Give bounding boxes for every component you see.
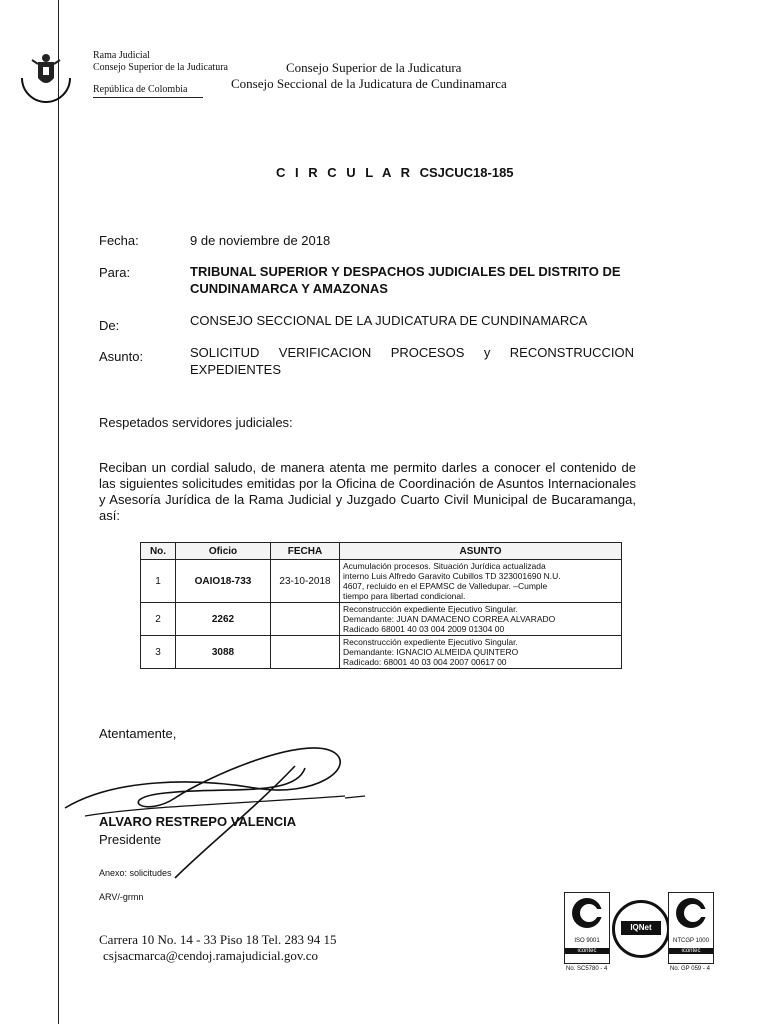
cell-asunto [340,603,622,636]
icontec-logo-icon [565,893,609,933]
asunto-text-line: interno Luis Alfredo Garavito Cubillos TD 323001690 N.U. [343,571,561,581]
icontec-logo-icon [669,893,713,933]
asunto-text-line: Reconstrucción expediente Ejecutivo Singular. [343,637,518,647]
cell-no: 2 [141,603,176,636]
table-header-row [141,543,622,560]
fecha-label: Fecha: [99,233,139,248]
asunto-text-line: Radicado 68001 40 03 004 2009 01304 00 [343,624,505,634]
coat-of-arms-icon [18,48,74,104]
ntcgp-label: NTCGP 1000 [673,938,709,944]
signer-role: Presidente [99,832,162,847]
asunto-text-line: Demandante: JUAN DAMACENO CORREA ALVARADO [343,614,556,624]
signer-name: ALVARO RESTREPO VALENCIA [99,814,297,829]
de-value: CONSEJO SECCIONAL DE LA JUDICATURA DE CUNDINAMARCA [190,313,588,328]
para-label: Para: [99,265,131,280]
header-rama: Rama Judicial [93,50,150,61]
footer-address: Carrera 10 No. 14 - 33 Piso 18 Tel. 283 94 15 [99,932,337,947]
cell-asunto [340,636,622,669]
header-consejo-superior: Consejo Superior de la Judicatura [93,62,228,73]
greeting: Respetados servidores judiciales: [99,415,293,430]
iqnet-seal-icon [612,900,670,958]
ntcgp-cert-number: No. GP 059 - 4 [670,966,710,972]
cell-fecha [271,603,340,636]
asunto-text-line: Demandante: IGNACIO ALMEIDA QUINTERO [343,647,519,657]
col-header-fecha: FECHA [271,543,340,560]
col-header-asunto: ASUNTO [340,543,622,560]
iso-label: ISO 9001 [574,938,600,944]
cell-asunto [340,560,622,603]
anexo-note: Anexo: solicitudes [99,868,172,878]
iso-cert-number: No. SC5780 - 4 [566,966,608,972]
header-right-line1: Consejo Superior de la Judicatura [286,60,462,75]
header-underline [93,97,203,98]
table-row [141,636,622,669]
body-paragraph: Reciban un cordial saludo, de manera atenta me permito darles a conocer el contenido de las siguientes solicitudes emitidas por la Oficina de Coordinación de Asuntos Internacionales y Asesoría Jurídica de la Rama Judicial y Juzgado Cuarto Civil Municipal de Bucaramanga, así: [99,460,636,523]
asunto-label: Asunto: [99,349,144,364]
requests-table [140,542,622,669]
cell-fecha: 23-10-2018 [271,560,340,603]
circular-number: CSJCUC18-185 [419,165,514,180]
iqnet-label: IQNet [621,921,661,935]
header-republica: República de Colombia [93,84,188,95]
circular-prefix: C I R C U L A R [276,165,413,180]
col-header-no: No. [141,543,176,560]
asunto-line2: EXPEDIENTES [190,362,282,377]
footer-email: csjsacmarca@cendoj.ramajudicial.gov.co [103,948,319,963]
cell-oficio: OAIO18-733 [176,560,271,603]
header-right-line2: Consejo Seccional de la Judicatura de Cundinamarca [231,76,507,91]
cell-oficio: 2262 [176,603,271,636]
cell-oficio: 3088 [176,636,271,669]
asunto-text-line: Reconstrucción expediente Ejecutivo Singular. [343,604,518,614]
initials: ARV/-grmn [99,892,144,902]
asunto-text-line: Radicado: 68001 40 03 004 2007 00617 00 [343,657,507,667]
para-line2: CUNDINAMARCA Y AMAZONAS [190,281,388,296]
cell-no: 3 [141,636,176,669]
icontec-brand: icontec [565,948,609,954]
icontec-brand: icontec [669,948,713,954]
cell-fecha [271,636,340,669]
para-line1: TRIBUNAL SUPERIOR Y DESPACHOS JUDICIALES DEL DISTRITO DE [190,264,621,279]
atentamente: Atentamente, [99,726,177,741]
asunto-line1: SOLICITUD VERIFICACION PROCESOS y RECONSTRUCCION [190,345,634,360]
col-header-oficio: Oficio [176,543,271,560]
asunto-text-line: tiempo para libertad condicional. [343,591,466,601]
table-row [141,560,622,603]
fecha-value: 9 de noviembre de 2018 [190,233,331,248]
cell-no: 1 [141,560,176,603]
table-row [141,603,622,636]
de-label: De: [99,318,120,333]
asunto-text-line: Acumulación procesos. Situación Jurídica actualizada [343,561,546,571]
iso-9001-badge [564,892,610,964]
signature-icon [55,738,375,888]
asunto-text-line: 4607, recluido en el EPAMSC de Valledupar. –Cumple [343,581,548,591]
ntcgp-1000-badge [668,892,714,964]
circular-title [276,165,514,180]
